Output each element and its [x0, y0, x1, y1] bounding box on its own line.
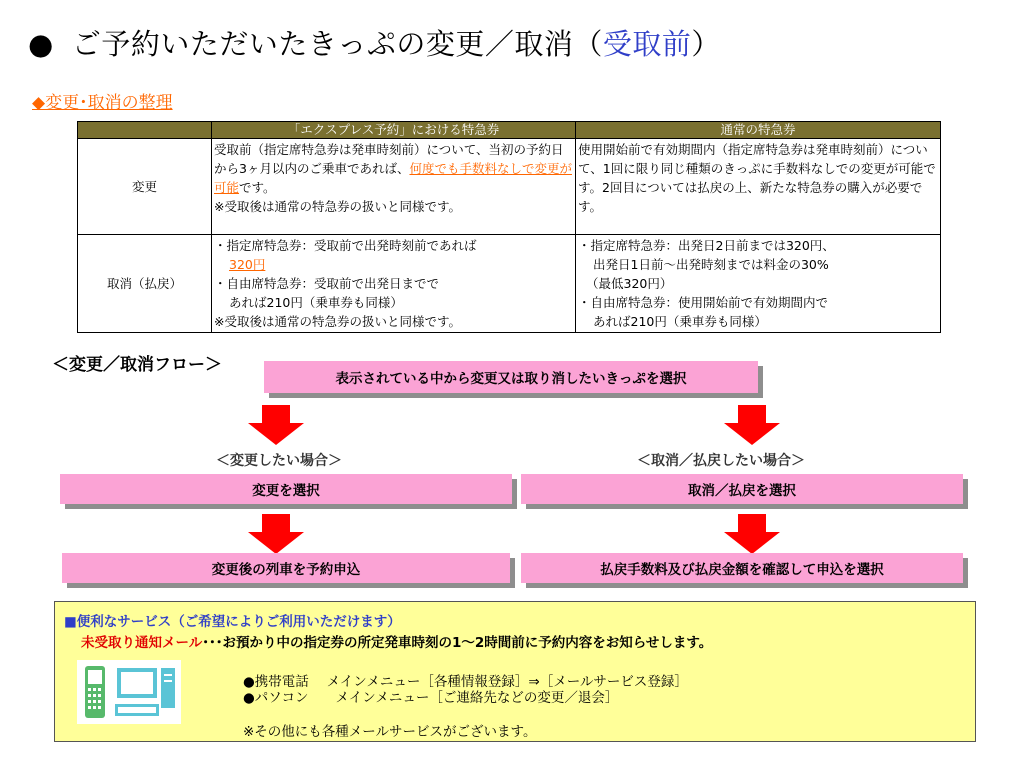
mobile-phone-icon	[85, 666, 105, 718]
down-arrow-icon	[724, 405, 780, 445]
pc-menu-path: ●パソコン メインメニュー［ご連絡先などの変更／退会］	[243, 690, 619, 706]
cancel-normal-line4: ・自由席特急券：使用開始前で有効期間内で	[578, 295, 829, 310]
flow-select-cancel-step: 取消／払戻を選択	[521, 474, 963, 504]
table-row-cancel	[78, 235, 941, 333]
cancel-normal-line5: あれば210円（乗車券も同様）	[593, 314, 767, 329]
page-title	[28, 22, 721, 63]
mobile-menu-path: ●携帯電話 メインメニュー［各種情報登録］⇒［メールサービス登録］	[243, 674, 688, 690]
comparison-table	[77, 121, 941, 333]
title-suffix: ）	[691, 27, 721, 61]
title-highlight: 受取前	[602, 27, 692, 61]
flow-confirm-refund-step: 払戻手数料及び払戻金額を確認して申込を選択	[521, 553, 963, 583]
table-header-express: 「エクスプレス予約」における特急券	[212, 122, 576, 139]
cell-change-express	[212, 139, 576, 235]
other-services-note: ※その他にも各種メールサービスがございます。	[243, 724, 537, 740]
cancel-express-fee: 320円	[229, 257, 266, 272]
flow-select-change-step: 変更を選択	[60, 474, 512, 504]
device-illustration	[77, 660, 181, 724]
change-express-after: です。	[239, 180, 276, 195]
change-express-text: 受取前（指定席特急券は発車時刻前）について、当初の予約日から3ヶ月以内のご乗車であれば、	[214, 142, 564, 176]
row-label-change: 変更	[78, 139, 212, 235]
cell-cancel-normal	[576, 235, 941, 333]
cell-change-normal: 使用開始前で有効期間内（指定席特急券は発車時刻前）について、1回に限り同じ種類のきっぷに手数料なしでの変更が可能です。2回目については払戻の上、新たな特急券の購入が必要です。	[576, 139, 941, 235]
flow-title: ＜変更／取消フロー＞	[52, 355, 222, 375]
change-case-label: ＜変更したい場合＞	[216, 453, 342, 469]
cancel-case-label: ＜取消／払戻したい場合＞	[637, 453, 805, 469]
cancel-express-note: ※受取後は通常の特急券の扱いと同様です。	[214, 314, 461, 329]
cancel-normal-line3: （最低320円）	[586, 276, 673, 291]
flow-select-ticket-step: 表示されている中から変更又は取り消したいきっぷを選択	[264, 361, 758, 393]
cancel-express-line1: ・指定席特急券：受取前で出発時刻前であれば	[214, 238, 477, 253]
cancel-express-line3: あれば210円（乗車券も同様）	[229, 295, 403, 310]
table-row-change	[78, 139, 941, 235]
unreceived-mail-description: ･･･お預かり中の指定券の所定発車時刻の1～2時間前に予約内容をお知らせします。	[202, 635, 713, 651]
table-header-row	[78, 122, 941, 139]
service-mail-line	[81, 631, 712, 651]
down-arrow-icon	[248, 514, 304, 554]
table-header-normal: 通常の特急券	[576, 122, 941, 139]
service-heading: ■便利なサービス（ご希望によりご利用いただけます）	[64, 614, 401, 630]
cancel-express-line2: ・自由席特急券：受取前で出発日までで	[214, 276, 440, 291]
down-arrow-icon	[248, 405, 304, 445]
down-arrow-icon	[724, 514, 780, 554]
title-bullet: ●	[28, 27, 54, 61]
title-prefix: ご予約いただいたきっぷの変更／取消（	[71, 27, 603, 61]
cell-cancel-express	[212, 235, 576, 333]
flow-reserve-train-step: 変更後の列車を予約申込	[62, 553, 510, 583]
row-label-cancel: 取消（払戻）	[78, 235, 212, 333]
section-subheading: ◆変更･取消の整理	[32, 93, 173, 113]
cancel-normal-line2: 出発日1日前～出発時刻までは料金の30%	[593, 257, 829, 272]
change-express-highlight: 何度でも手数料なしで変更が可能	[214, 161, 572, 195]
unreceived-mail-name: 未受取り通知メール	[81, 635, 203, 651]
table-header-corner	[78, 122, 212, 139]
cancel-normal-line1: ・指定席特急券：出発日2日前までは320円、	[578, 238, 835, 253]
change-express-note: ※受取後は通常の特急券の扱いと同様です。	[214, 199, 461, 214]
convenient-service-box	[54, 601, 976, 742]
